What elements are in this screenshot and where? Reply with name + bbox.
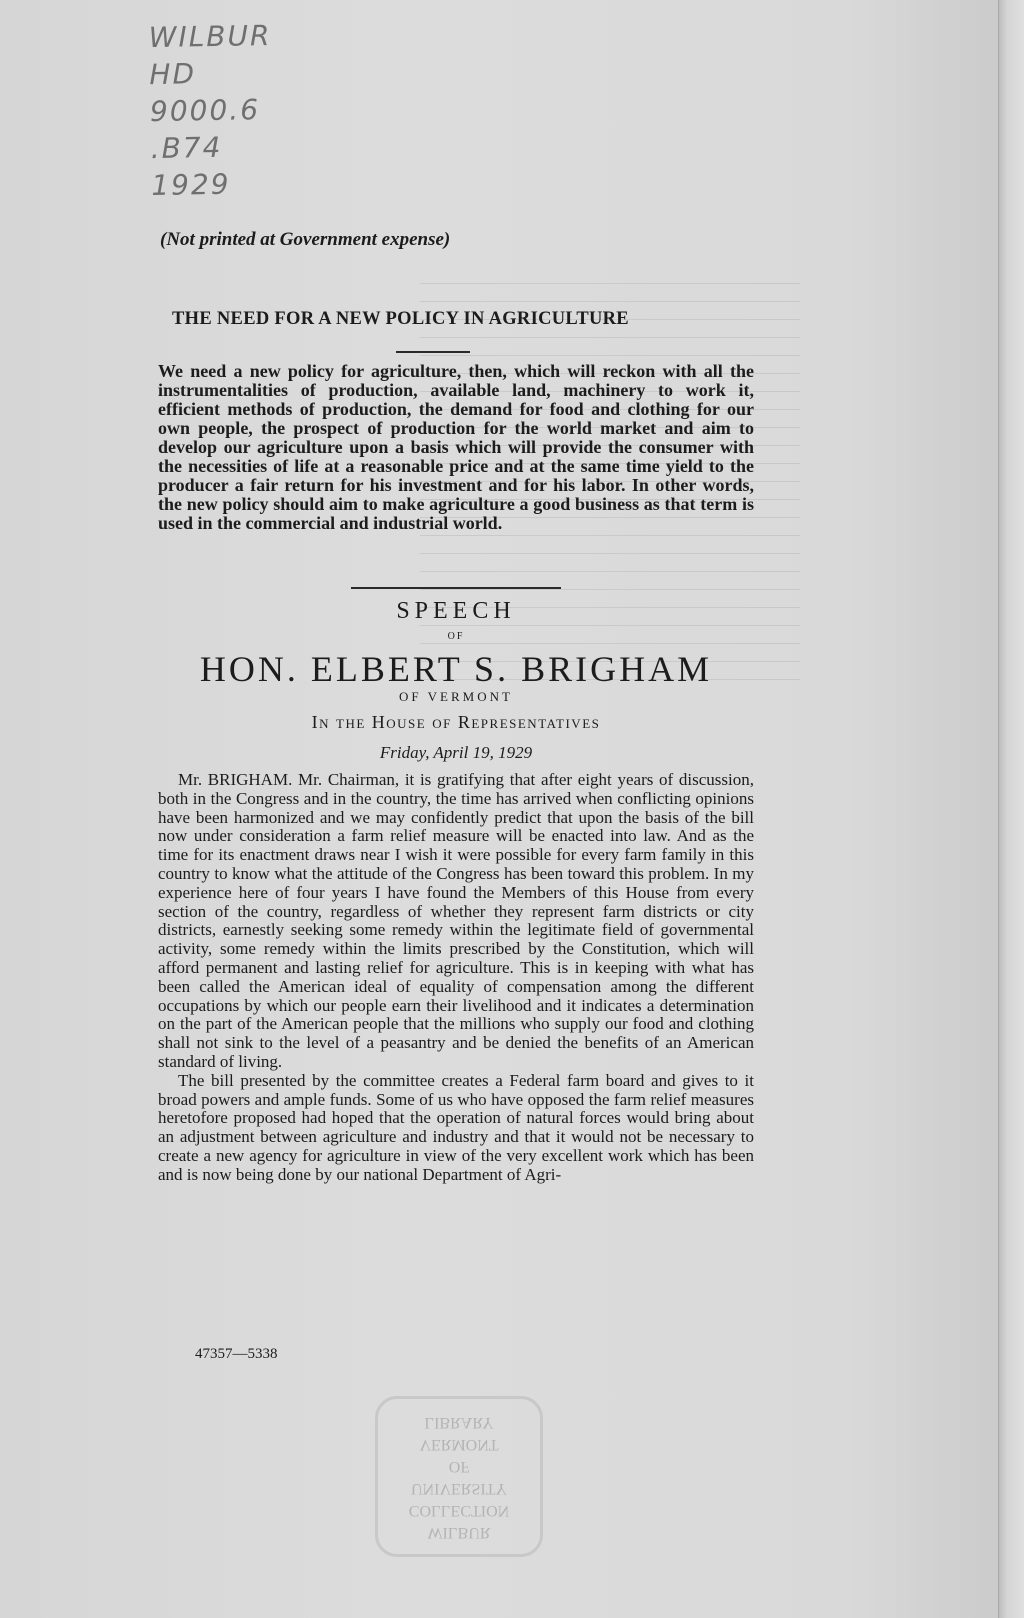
- stamp-line: LIBRARY: [424, 1414, 494, 1431]
- chamber: In the House of Representatives: [311, 712, 601, 732]
- call-number-line: .B74: [150, 130, 223, 166]
- speech-paragraph: The bill presented by the committee creates a Federal farm board and gives to it broad powers and ample funds. Some of us who have opposed the farm relief measures heretofore proposed had hoped that the operation of natural forces would bring about an adjustment between agriculture and industry and that it would not be necessary to create a new agency for agriculture in view of the very excellent work which has been and is now being done by our national Department of Agri-: [158, 1070, 754, 1184]
- policy-body: We need a new policy for agriculture, then, which will reckon with all the instrumentalities of production, available land, machinery to work it, efficient methods of production, the demand for food and clothing for our own people, the prospect of production for the world market and aim to develop our agriculture upon a basis which will provide the consumer with the necessities of life at a reasonable price and at the same time yield to the producer a fair return for his investment and for his labor. In other words, the new policy should aim to make agriculture a good business as that term is used in the commercial and industrial world.: [158, 361, 754, 533]
- call-number-line: 1929: [151, 167, 231, 203]
- divider: [396, 351, 470, 353]
- speech-body: [158, 771, 754, 1185]
- library-stamp: [375, 1396, 543, 1557]
- handwritten-call-number: [148, 17, 274, 204]
- stamp-line: COLLECTION: [408, 1502, 510, 1519]
- speech-paragraph: Mr. BRIGHAM. Mr. Chairman, it is gratifying that after eight years of discussion, both in the Congress and in the country, the time has arrived when conflicting opinions have been harmonized and we may confidently predict that upon the basis of the bill now under consideration a farm relief measure will be enacted into law. And as the time for its enactment draws near I wish it were possible for every farm family in this country to know what the attitude of the Congress has been toward this problem. In my experience here of four years I have found the Members of this House from every section of the country, regardless of whether they represent farm districts or city districts, earnestly seeking some remedy within the legitimate field of governmental activity, some remedy within the limits prescribed by the Constitution, which will afford permanent and lasting relief for agriculture. This is in keeping with what has been called the American ideal of equality of compensation among the different occupations by which our people earn their livelihood and it indicates a determination on the part of the American people that the millions who supply our food and clothing shall not sink to the level of a peasantry and be denied the benefits of an American standard of living.: [158, 770, 754, 1071]
- policy-title: THE NEED FOR A NEW POLICY IN AGRICULTURE: [172, 309, 629, 329]
- footer-code: 47357—5338: [195, 1346, 278, 1362]
- stamp-line: WILBUR: [427, 1524, 491, 1541]
- stamp-line: UNIVERSITY: [411, 1480, 507, 1497]
- call-number-line: 9000.6: [149, 93, 261, 129]
- stamp-line: OF: [448, 1458, 470, 1475]
- call-number-line: HD: [149, 57, 197, 92]
- stamp-text: [378, 1411, 540, 1543]
- page-edge: [998, 0, 1024, 1618]
- speech-date: Friday, April 19, 1929: [379, 743, 533, 762]
- stamp-line: VERMONT: [419, 1436, 499, 1453]
- speech-heading: SPEECH: [396, 598, 516, 624]
- call-number-line: WILBUR: [148, 18, 272, 55]
- disclaimer: (Not printed at Government expense): [160, 229, 451, 250]
- speaker-name: HON. ELBERT S. BRIGHAM: [199, 649, 713, 689]
- of-label: OF: [447, 631, 465, 642]
- divider: [351, 587, 561, 589]
- speaker-state: OF VERMONT: [399, 689, 513, 704]
